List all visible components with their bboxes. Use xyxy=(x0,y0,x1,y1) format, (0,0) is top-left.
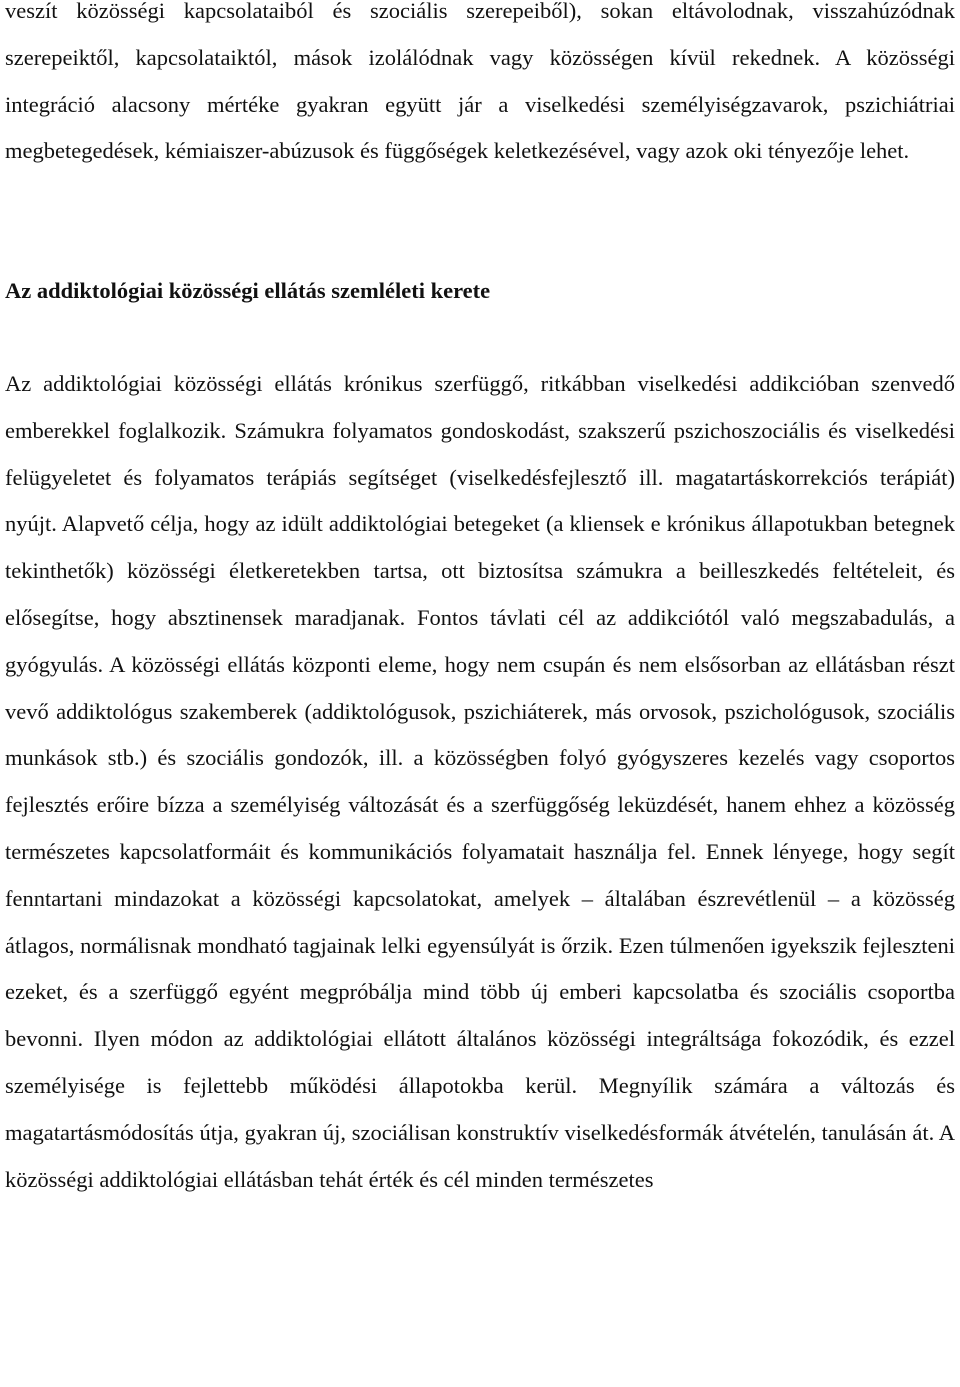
spacer xyxy=(5,175,955,268)
section-heading: Az addiktológiai közösségi ellátás szemléleti kerete xyxy=(5,278,491,304)
document-page xyxy=(5,0,955,1203)
paragraph-intro: veszít közösségi kapcsolataiból és szociális szerepeiből), sokan eltávolodnak, visszahúzódnak szerepeiktől, kapcsolataiktól, mások izolálódnak vagy közösségen kívül rekednek. A közösségi integráció alacsony mértéke gyakran együtt jár a viselkedési személyiségzavarok, pszichiátriai megbetegedések, kémiaiszer-abúzusok és függőségek keletkezésével, vagy azok oki tényezője lehet. xyxy=(5,0,955,164)
spacer xyxy=(5,315,955,361)
paragraph-body: Az addiktológiai közösségi ellátás krónikus szerfüggő, ritkábban viselkedési addikcióban szenvedő emberekkel foglalkozik. Számukra folyamatos gondoskodást, szakszerű pszichoszociális és viselkedési felügyeletet és folyamatos terápiás segítséget (viselkedésfejlesztő ill. magatartáskorrekciós terápiát) nyújt. Alapvető célja, hogy az idült addiktológiai betegeket (a kliensek e krónikus állapotukban betegnek tekinthetők) közösségi életkeretekben tartsa, ott biztosítsa számukra a beilleszkedés feltételeit, és elősegítse, hogy absztinensek maradjanak. Fontos távlati cél az addikciótól való megszabadulás, a gyógyulás. A közösségi ellátás központi eleme, hogy nem csupán és nem elsősorban az ellátásban részt vevő addiktológus szakemberek (addiktológusok, pszichiáterek, más orvosok, pszichológusok, szociális munkások stb.) és szociális gondozók, ill. a közösségben folyó gyógyszeres kezelés vagy csoportos fejlesztés erőire bízza a személyiség változását és a szerfüggőség leküzdését, hanem ehhez a közösség természetes kapcsolatformáit és kommunikációs folyamatait használja fel. Ennek lényege, hogy segít fenntartani mindazokat a közösségi kapcsolatokat, amelyek – általában észrevétlenül – a közösség átlagos, normálisnak mondható tagjainak lelki egyensúlyát is őrzik. Ezen túlmenően igyekszik fejleszteni ezeket, és a szerfüggő egyént megpróbálja mind több új emberi kapcsolatba és szociális csoportba bevonni. Ilyen módon az addiktológiai ellátott általános közösségi integráltsága fokozódik, és ezzel személyisége is fejlettebb működési állapotokba kerül. Megnyílik számára a változás és magatartásmódosítás útja, gyakran új, szociálisan konstruktív viselkedésformák átvételén, tanulásán át. A közösségi addiktológiai ellátásban tehát érték és cél minden természetes xyxy=(5,370,955,1192)
